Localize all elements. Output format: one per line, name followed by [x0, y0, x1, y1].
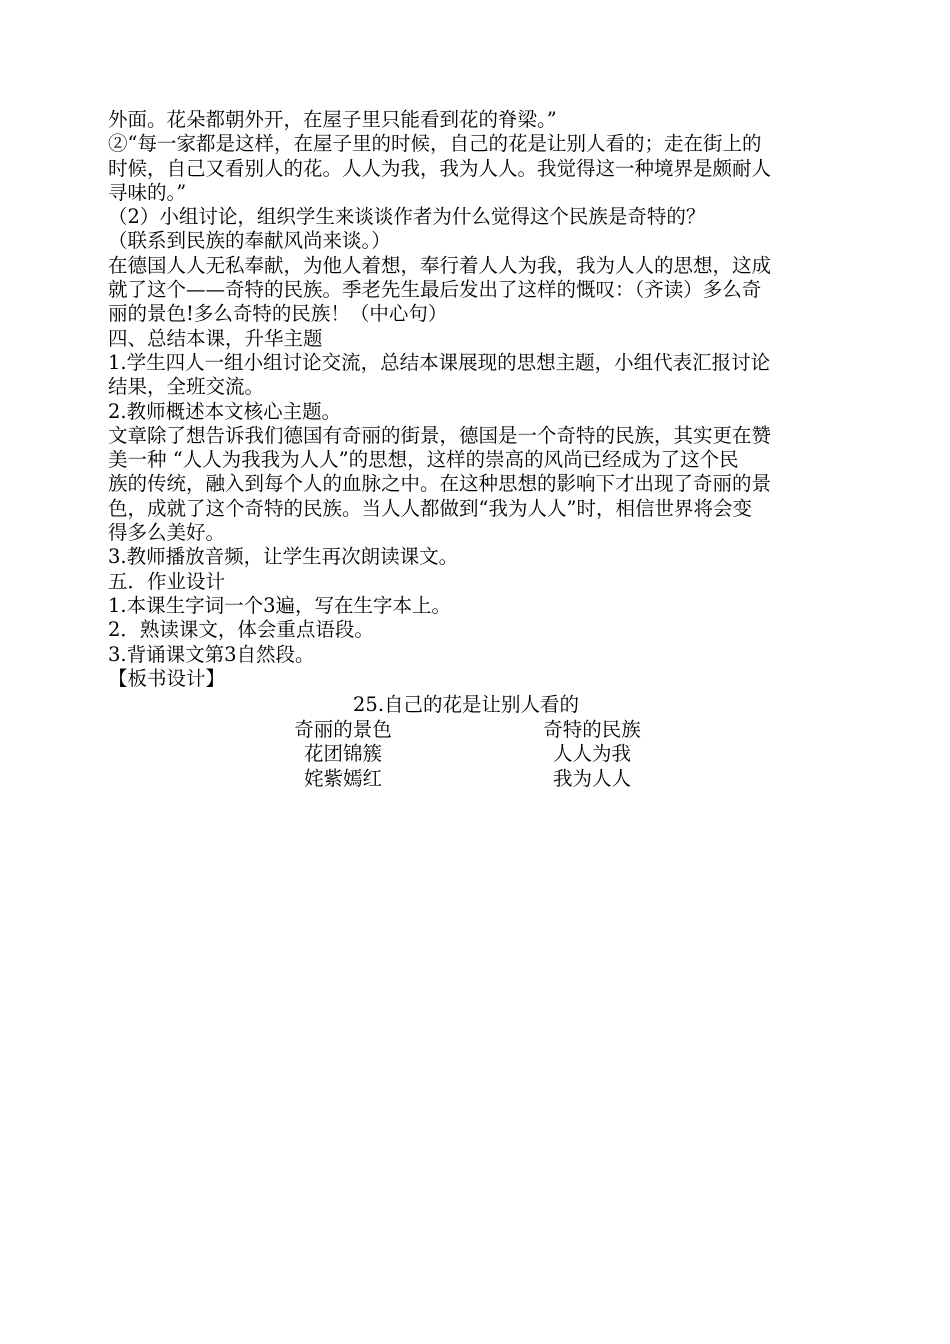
text-line: 文章除了想告诉我们德国有奇丽的街景，德国是一个奇特的民族，其实更在赞 — [108, 423, 772, 447]
text-line: 得多么美好。 — [108, 521, 226, 545]
text-line: 3.教师播放音频，让学生再次朗读课文。 — [108, 545, 459, 569]
board-row — [108, 767, 853, 792]
text-line: （2）小组讨论，组织学生来谈谈作者为什么觉得这个民族是奇特的？ — [108, 205, 706, 229]
text-line: 在德国人人无私奉献，为他人着想，奉行着人人为我，我为人人的思想，这成 — [108, 253, 772, 277]
section-heading: 四、总结本课，升华主题 — [108, 326, 323, 350]
board-row — [108, 742, 853, 767]
text-line: 2．熟读课文，体会重点语段。 — [108, 618, 374, 642]
body-text — [108, 108, 853, 691]
text-line: 色，成就了这个奇特的民族。当人人都做到“我为人人”时，相信世界将会变 — [108, 496, 752, 520]
text-line: 美一种 “人人为我我为人人”的思想，这样的崇高的风尚已经成为了这个民 — [108, 448, 739, 472]
document-page — [108, 108, 853, 791]
text-line: ②“每一家都是这样，在屋子里的时候，自己的花是让别人看的；走在街上的 — [108, 132, 762, 156]
board-left-cell: 姹紫嫣红 — [303, 766, 382, 790]
board-right-cell: 人人为我 — [552, 742, 631, 766]
text-line: 寻味的。” — [108, 180, 187, 204]
board-row — [108, 718, 853, 743]
board-right-cell: 奇特的民族 — [543, 717, 641, 741]
text-line: 结果，全班交流。 — [108, 375, 265, 399]
text-line: （联系到民族的奉献风尚来谈。） — [108, 229, 391, 253]
board-left-cell: 奇丽的景色 — [294, 717, 392, 741]
text-line: 外面。花朵都朝外开，在屋子里只能看到花的脊梁。” — [108, 108, 557, 131]
blackboard-design — [108, 693, 853, 791]
board-right-cell: 我为人人 — [552, 766, 631, 790]
section-heading: 五．作业设计 — [108, 569, 226, 593]
board-title: 25.自己的花是让别人看的 — [353, 693, 580, 717]
text-line: 时候，自己又看别人的花。人人为我，我为人人。我觉得这一种境界是颇耐人 — [108, 156, 772, 180]
text-line: 2.教师概述本文核心主题。 — [108, 399, 342, 423]
text-line: 丽的景色!多么奇特的民族！（中心句） — [108, 302, 448, 326]
text-line: 1.学生四人一组小组讨论交流，总结本课展现的思想主题，小组代表汇报讨论 — [108, 350, 771, 374]
text-line: 1.本课生字词一个3遍，写在生字本上。 — [108, 593, 452, 617]
text-line: 3.背诵课文第3自然段。 — [108, 642, 315, 666]
board-heading: 【板书设计】 — [108, 666, 226, 690]
text-line: 就了这个——奇特的民族。季老先生最后发出了这样的慨叹：（齐读）多么奇 — [108, 278, 762, 302]
text-line: 族的传统，融入到每个人的血脉之中。在这种思想的影响下才出现了奇丽的景 — [108, 472, 772, 496]
board-left-cell: 花团锦簇 — [303, 742, 382, 766]
